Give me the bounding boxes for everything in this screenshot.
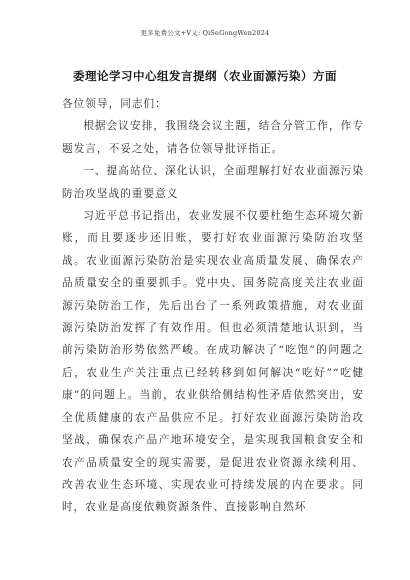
section-heading: 一、提高站位、深化认识，全面理解打好农业面源污染防治攻坚战的重要意义: [62, 165, 364, 200]
document-body: [62, 93, 364, 519]
header-note: 更多免费公文+V乂: QiSeGongWen2024: [140, 29, 270, 37]
document-title: 委理论学习中心组发言提纲（农业面源污染）方面: [73, 69, 337, 83]
salutation: 各位领导，同志们：: [62, 98, 167, 110]
paragraph-intro: 根据会议安排，我围绕会议主题，结合分管工作，作专题发言，不妥之处，请各位领导批评指正。: [62, 120, 364, 155]
paragraph-body: 习近平总书记指出，农业发展不仅要杜绝生态环境欠新账，而且要逐步还旧账，要打好农业面源污染防治攻坚战。农业面源污染防治是实现农业高质量发展、确保农产品质量安全的重要抓手。党中央、国务院高度关注农业面源污染防治工作，先后出台了一系列政策措施，对农业面源污染防治发挥了有效作用。但也必须清楚地认识到，当前污染防治形势依然严峻。在成功解决了“吃饱”的问题之后，农业生产关注重点已经转移到如何解决“吃好”“吃健康”的问题上。当前，农业供给侧结构性矛盾依然突出，安全优质健康的农产品供应不足。打好农业面源污染防治攻坚战，确保农产品产地环境安全，是实现我国粮食安全和农产品质量安全的现实需要，是促进农业资源永续利用、改善农业生态环境、实现农业可持续发展的内在要求。同时，农业是高度依赖资源条件、直接影响自然环: [62, 210, 364, 514]
